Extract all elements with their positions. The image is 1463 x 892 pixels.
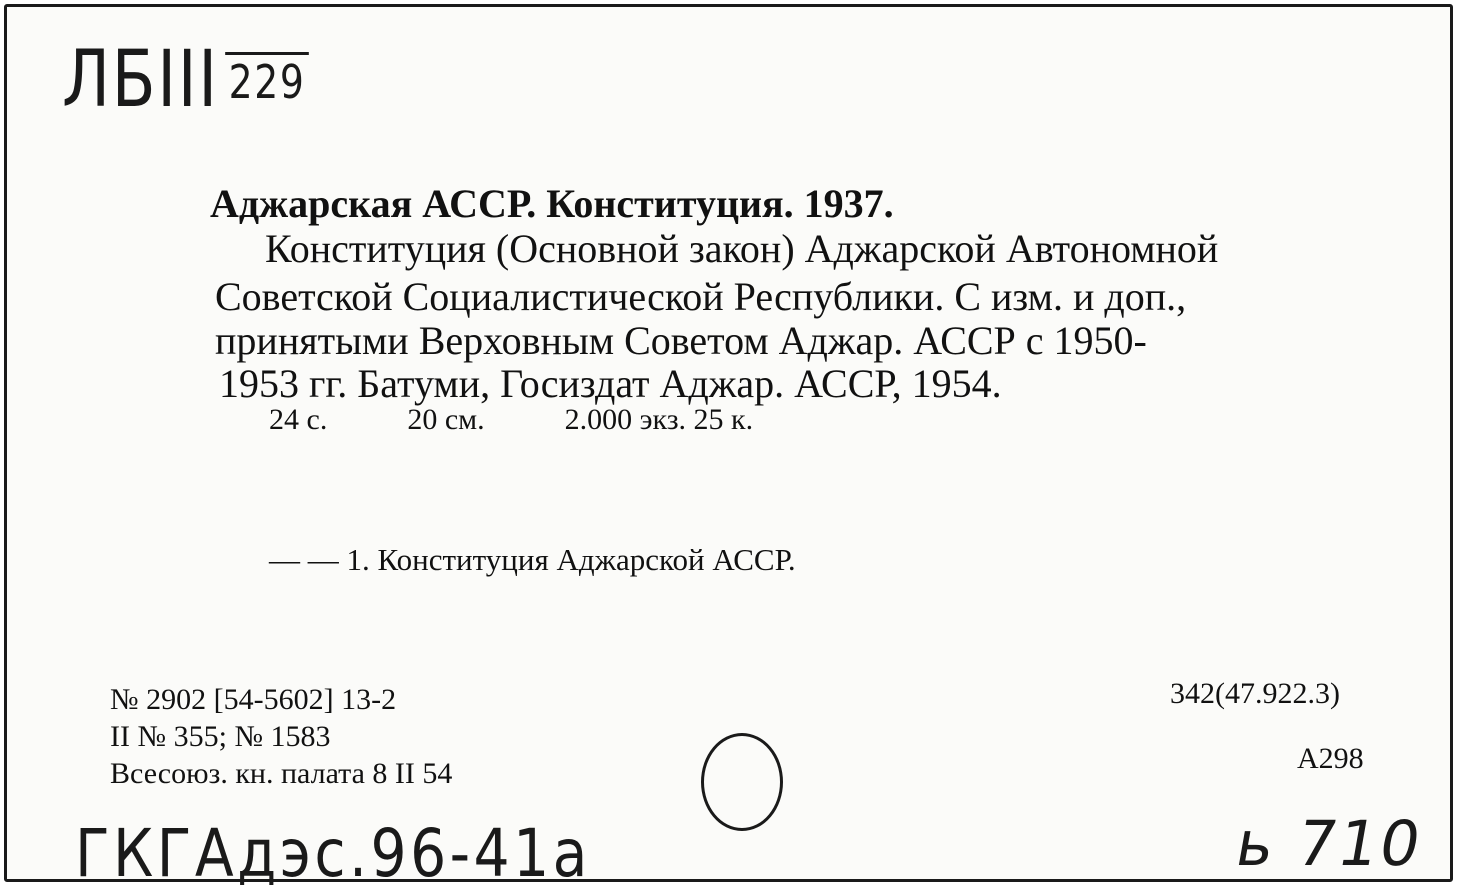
pages: 24 с. bbox=[269, 403, 328, 436]
physical-description bbox=[269, 403, 833, 437]
shelfmark-sub: 229 bbox=[225, 52, 308, 109]
handwritten-number: ь 710 bbox=[1230, 807, 1429, 880]
title-line-1: Конституция (Основной закон) Аджарской Автономной bbox=[265, 226, 1219, 271]
handwritten-shelfmark bbox=[62, 35, 309, 125]
shelfmark-main: ЛБIII bbox=[62, 35, 219, 125]
author-mark: А298 bbox=[1297, 742, 1364, 775]
title-line-4: 1953 гг. Батуми, Госиздат Аджар. АССР, 1954. bbox=[219, 361, 1002, 406]
record-number: № 2902 [54-5602] 13-2 bbox=[110, 683, 397, 716]
print-run-price: 2.000 экз. 25 к. bbox=[564, 403, 754, 436]
punch-hole bbox=[701, 733, 783, 831]
title-line-3: принятыми Верховным Советом Аджар. АССР с 1950- bbox=[215, 318, 1147, 363]
card-heading: Аджарская АССР. Конституция. 1937. bbox=[210, 181, 894, 226]
size: 20 см. bbox=[407, 403, 485, 436]
title-line-2: Советской Социалистической Республики. С изм. и доп., bbox=[215, 274, 1187, 319]
handwritten-archive-code: ГКГАдэс.96-41а bbox=[75, 815, 591, 892]
classification-code: 342(47.922.3) bbox=[1170, 677, 1340, 710]
catalog-card bbox=[4, 4, 1453, 892]
chamber-date: Всесоюз. кн. палата 8 II 54 bbox=[110, 757, 453, 790]
subject-entry: — — 1. Конституция Аджарской АССР. bbox=[269, 542, 796, 577]
record-ref: II № 355; № 1583 bbox=[110, 720, 331, 753]
